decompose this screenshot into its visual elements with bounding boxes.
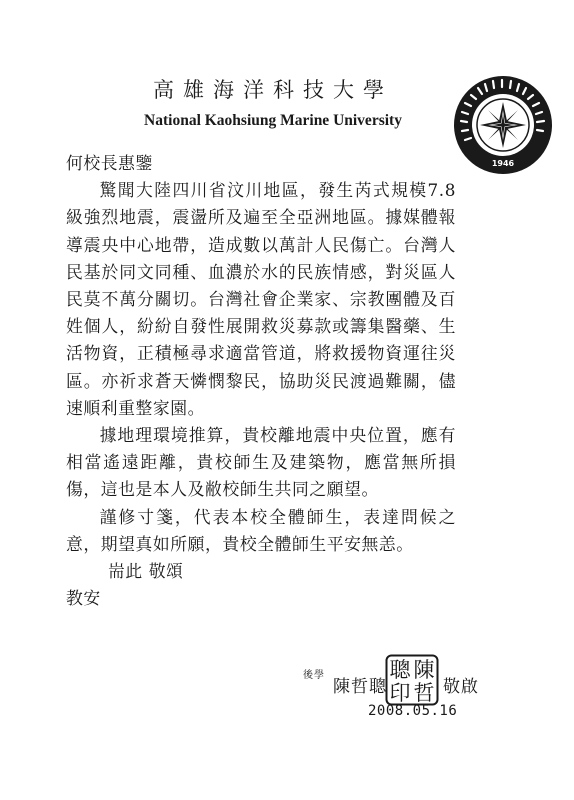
seal-year: 1946	[491, 159, 515, 168]
paragraph: 據地理環境推算，貴校離地震中央位置，應有相當遙遠距離，貴校師生及建築物，應當無所損傷，這也是本人及敝校師生共同之願望。	[66, 425, 456, 500]
stamp-char: 聰	[389, 658, 411, 682]
closing-phrase: 耑此 敬頌	[108, 561, 184, 582]
signatory-name: 陳哲聰	[333, 677, 387, 697]
university-name-chinese: 高雄海洋科技大學	[153, 78, 393, 102]
letter-body	[66, 150, 456, 612]
paragraph: 謹修寸箋，代表本校全體師生，表達問候之意，期望真如所願，貴校全體師生平安無恙。	[66, 506, 456, 554]
salutation: 何校長惠鑒	[66, 153, 153, 173]
stamp-char: 哲	[413, 681, 435, 705]
university-name-english: National Kaohsiung Marine University	[144, 112, 402, 129]
university-seal-logo	[452, 74, 554, 176]
paragraph: 驚聞大陸四川省汶川地區，發生芮式規模7.8級強烈地震，震盪所及遍至全亞洲地區。據媒體報導震央中心地帶，造成數以萬計人民傷亡。台灣人民基於同文同種、血濃於水的民族情感，對災區人民莫不萬分關切。台灣社會企業家、宗教團體及百姓個人，紛紛自發性展開救災募款或籌集醫藥、生活物資，正積極尋求適當管道，將救援物資運往災區。亦祈求蒼天憐憫黎民，協助災民渡過難關，儘速順利重整家園。	[66, 180, 456, 418]
signature-block	[303, 654, 543, 705]
signature-suffix: 敬啟	[443, 677, 479, 697]
letter-date: 2008.05.16	[368, 703, 458, 719]
stamp-char: 陳	[413, 658, 435, 682]
stamp-char: 印	[389, 681, 411, 705]
closing-salutation: 教安	[66, 588, 101, 609]
personal-seal-stamp	[385, 654, 439, 706]
signature-prefix: 後學	[303, 670, 325, 681]
